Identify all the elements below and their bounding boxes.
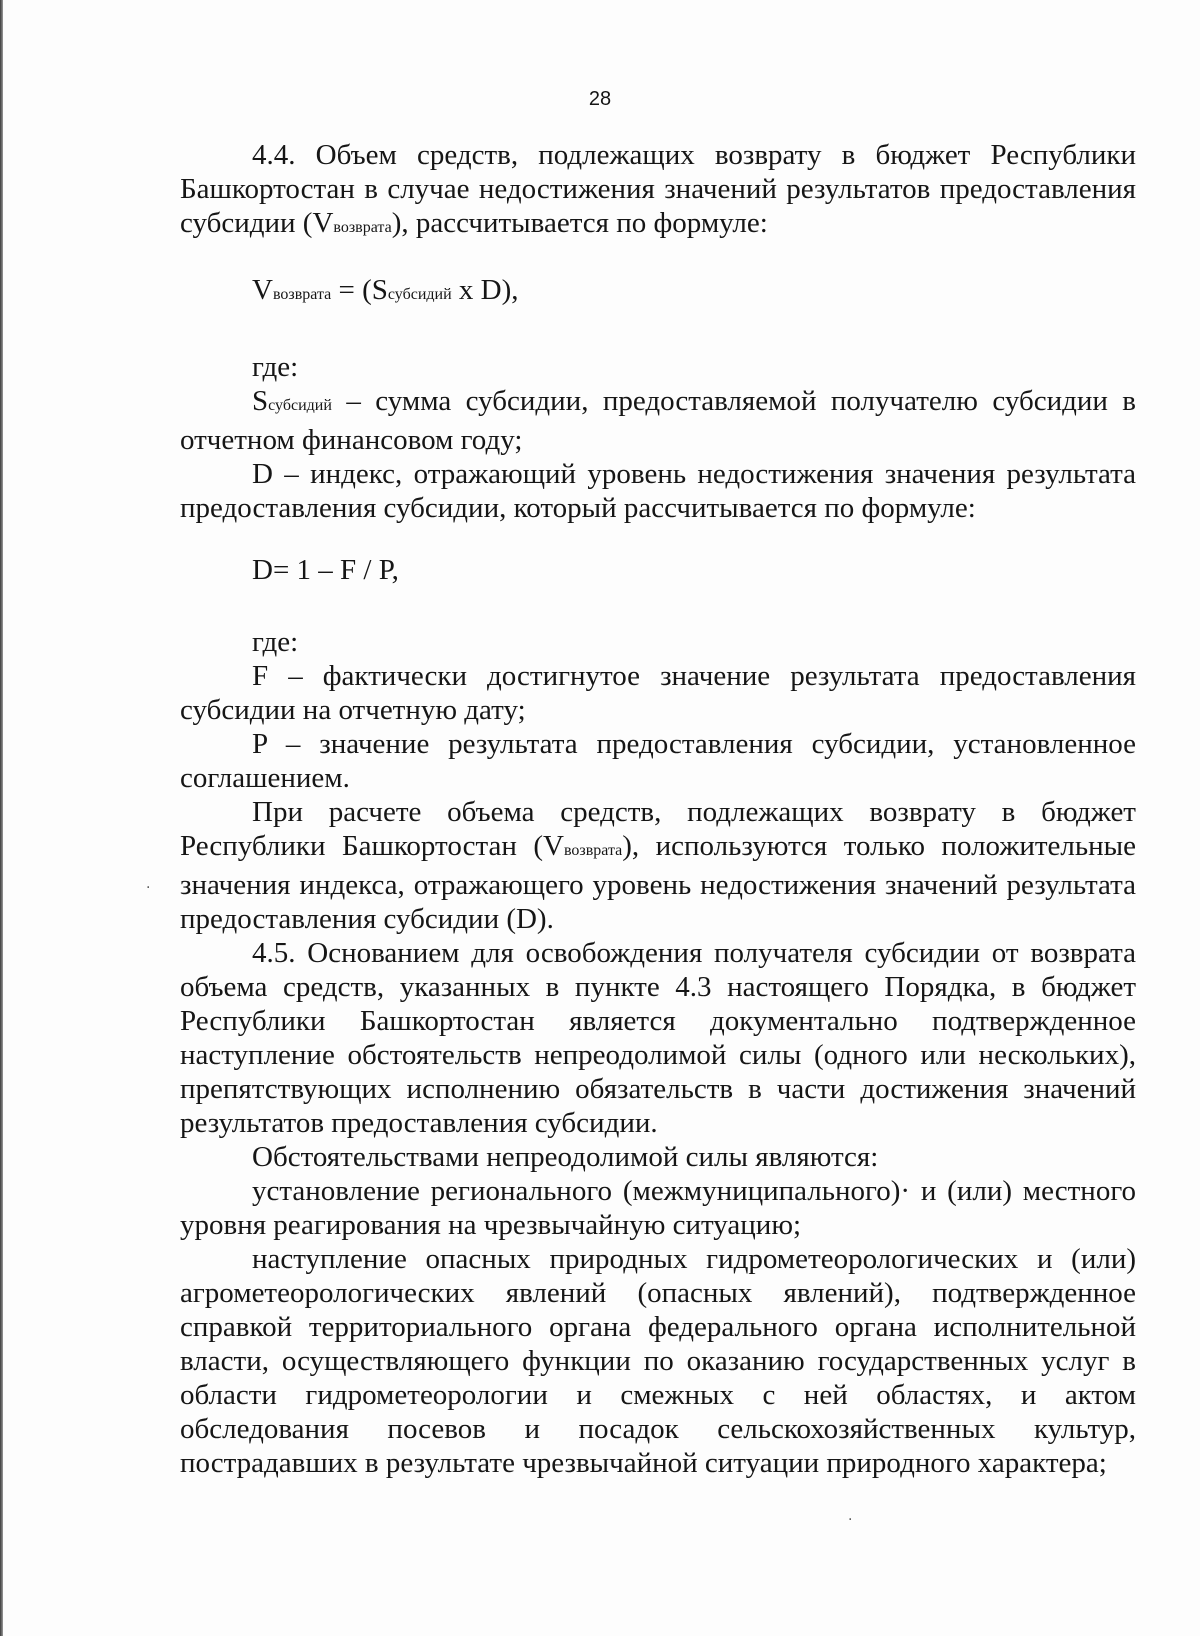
page-number: 28 — [588, 88, 612, 110]
definition-f: F – фактически достигнутое значение результата предоставления субсидии на отчетную дату; — [180, 660, 1136, 726]
force-majeure-item-2: наступление опасных природных гидрометеорологических и (или) агрометеорологических явлений (опасных явлений), подтвержденное справкой территориального органа федерального органа исполнительной власти, осуществляющего функции по оказанию государственных услуг в области гидрометеорологии и смежных с ней областях, и актом обследования посевов и посадок сельскохозяйственных культур, пострадавших в результате чрезвычайной ситуации природного характера; — [180, 1243, 1136, 1479]
force-majeure-intro: Обстоятельствами непреодолимой силы являются: — [252, 1141, 879, 1173]
scan-speck: · — [848, 1512, 853, 1528]
formula-d: D= 1 – F / P, — [252, 554, 399, 586]
scan-edge — [0, 0, 3, 1636]
paragraph-4-5: 4.5. Основанием для освобождения получателя субсидии от возврата объема средств, указанных в пункте 4.3 настоящего Порядка, в бюджет Республики Башкортостан является документально подтвержденное наступление обстоятельств непреодолимой силы (одного или нескольких), препятствующих исполнению обязательств в части достижения значений результатов предоставления субсидии. — [180, 937, 1136, 1139]
where-label-2: где: — [252, 626, 299, 658]
definition-s-subsidy: Sсубсидий – сумма субсидии, предоставляемой получателю субсидии в отчетном финансовом году; — [180, 385, 1136, 456]
paragraph-4-4: 4.4. Объем средств, подлежащих возврату в бюджет Республики Башкортостан в случае недостижения значений результатов предоставления субсидии (Vвозврата), рассчитывается по формуле: — [180, 139, 1136, 239]
definition-p: P – значение результата предоставления субсидии, установленное соглашением. — [180, 728, 1136, 794]
where-label-1: где: — [252, 351, 299, 383]
document-body — [180, 138, 1136, 1480]
scan-speck: · — [146, 880, 151, 896]
definition-d-index: D – индекс, отражающий уровень недостижения значения результата предоставления субсидии, который рассчитывается по формуле: — [180, 458, 1136, 524]
force-majeure-item-1: установление регионального (межмуниципального)· и (или) местного уровня реагирования на чрезвычайную ситуацию; — [180, 1175, 1136, 1241]
formula-v-return: Vвозврата = (Sсубсидий x D), — [252, 274, 519, 306]
paragraph-calculation: При расчете объема средств, подлежащих возврату в бюджет Республики Башкортостан (Vвозврата), используются только положительные значения индекса, отражающего уровень недостижения значений результата предоставления субсидии (D). — [180, 796, 1136, 935]
